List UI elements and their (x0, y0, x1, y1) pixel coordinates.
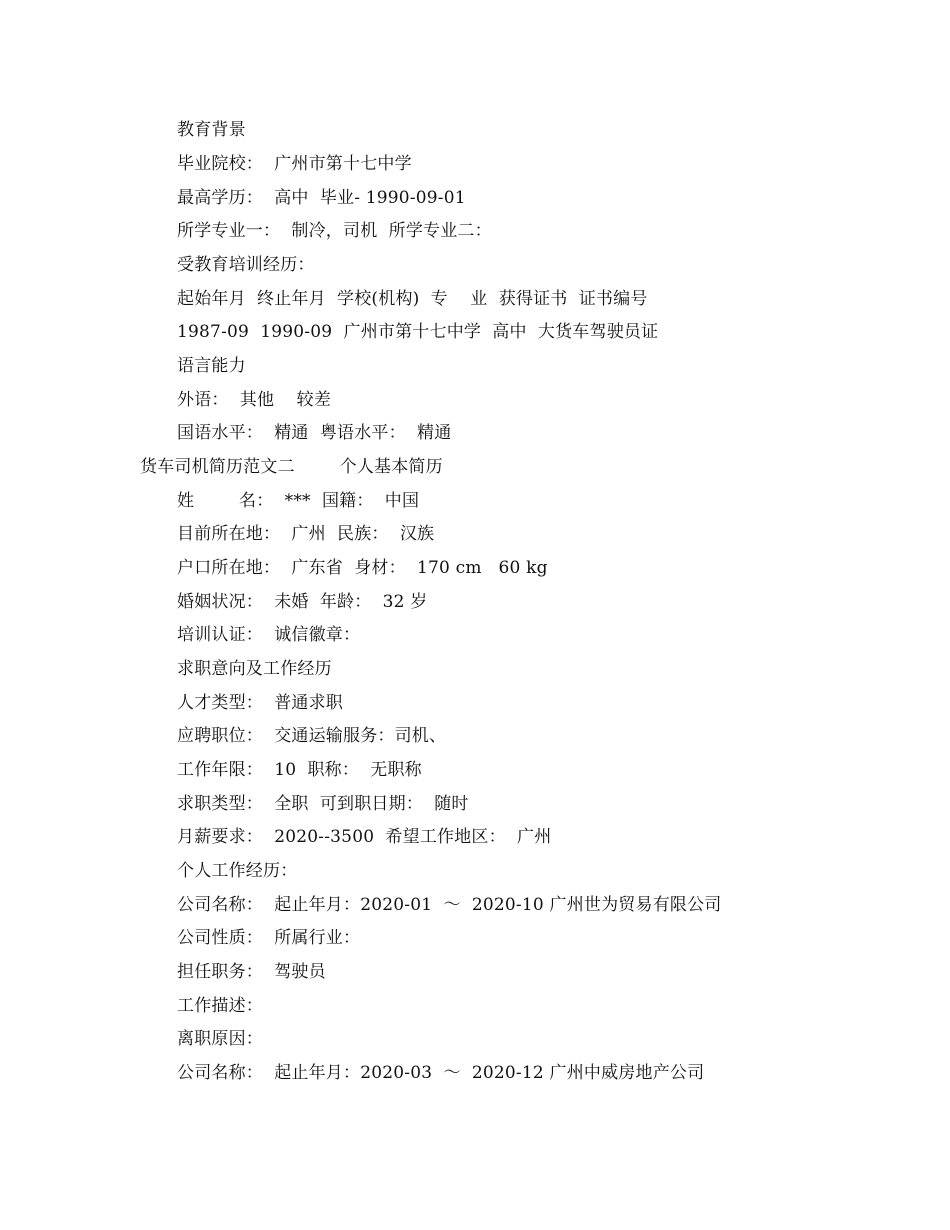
resume-sample-title: 货车司机简历范文二 个人基本简历 (140, 457, 443, 477)
foreign-language-line: 外语： 其他 较差 (177, 390, 332, 410)
talent-type-line: 人才类型： 普通求职 (177, 693, 344, 713)
section-heading-education: 教育背景 (177, 120, 246, 140)
applied-position-line: 应聘职位： 交通运输服务：司机、 (177, 726, 447, 746)
salary-region-line: 月薪要求： 2020--3500 希望工作地区： 广州 (177, 827, 552, 847)
graduated-school-line: 毕业院校： 广州市第十七中学 (177, 154, 412, 174)
training-history-heading: 受教育培训经历： (177, 255, 315, 275)
job-type-line: 求职类型： 全职 可到职日期： 随时 (177, 794, 469, 814)
marital-age-line: 婚姻状况： 未婚 年龄： 32 岁 (177, 592, 428, 612)
leave-reason-line: 离职原因： (177, 1029, 263, 1049)
name-nationality-line: 姓 名： *** 国籍： 中国 (177, 491, 420, 511)
training-table-header: 起始年月 终止年月 学校(机构) 专 业 获得证书 证书编号 (177, 289, 648, 309)
major-line: 所学专业一： 制冷，司机 所学专业二： (177, 221, 492, 241)
highest-education-line: 最高学历： 高中 毕业- 1990-09-01 (177, 188, 466, 208)
job-description-line: 工作描述： (177, 996, 263, 1016)
location-ethnicity-line: 目前所在地： 广州 民族： 汉族 (177, 524, 435, 544)
company-1-line: 公司名称： 起止年月：2020-01 ～ 2020-10 广州世为贸易有限公司 (177, 895, 722, 915)
dialect-level-line: 国语水平： 精通 粤语水平： 精通 (177, 423, 452, 443)
company-nature-line: 公司性质： 所属行业： (177, 928, 361, 948)
section-heading-job-intent: 求职意向及工作经历 (177, 659, 332, 679)
household-body-line: 户口所在地： 广东省 身材： 170 cm 60 kg (177, 558, 548, 578)
work-history-heading: 个人工作经历： (177, 861, 298, 881)
job-duty-line: 担任职务： 驾驶员 (177, 962, 326, 982)
section-heading-language: 语言能力 (177, 356, 246, 376)
training-table-row: 1987-09 1990-09 广州市第十七中学 高中 大货车驾驶员证 (177, 322, 659, 342)
work-years-title-line: 工作年限： 10 职称： 无职称 (177, 760, 422, 780)
certification-line: 培训认证： 诚信徽章： (177, 625, 361, 645)
company-2-line: 公司名称： 起止年月：2020-03 ～ 2020-12 广州中威房地产公司 (177, 1063, 705, 1083)
